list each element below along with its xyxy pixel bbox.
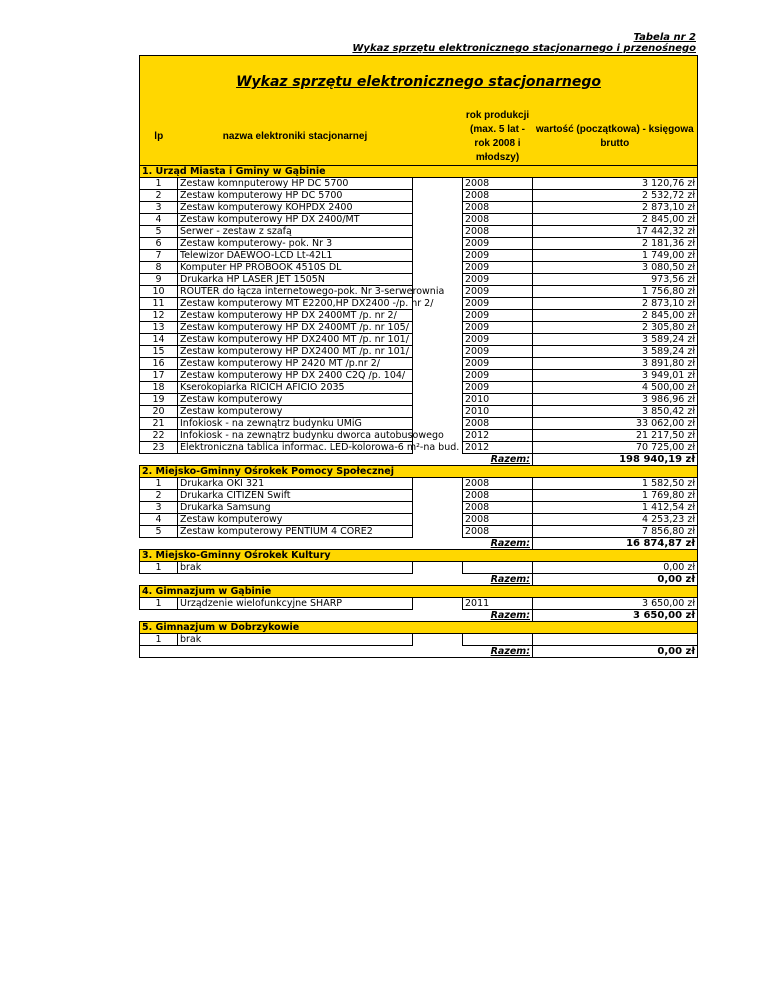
row-value: 2 305,80 zł xyxy=(533,322,698,334)
table-title: Wykaz sprzętu elektronicznego stacjonarnego xyxy=(140,56,698,110)
table-row xyxy=(140,562,698,574)
total-label: Razem: xyxy=(463,646,533,658)
row-year: 2012 xyxy=(463,442,533,454)
row-year: 2008 xyxy=(463,178,533,190)
row-lp: 5 xyxy=(140,526,178,538)
row-lp: 22 xyxy=(140,430,178,442)
table-row xyxy=(140,346,698,358)
row-name: brak xyxy=(178,634,413,646)
row-name: Zestaw komputerowy HP DX 2400MT /p. nr 2/ xyxy=(178,310,413,322)
row-name: Zestaw komputerowy HP DX 2400 C2Q /p. 104/ xyxy=(178,370,413,382)
row-year: 2008 xyxy=(463,202,533,214)
row-lp: 14 xyxy=(140,334,178,346)
row-year xyxy=(463,562,533,574)
row-year: 2008 xyxy=(463,514,533,526)
table-row xyxy=(140,526,698,538)
total-label: Razem: xyxy=(463,610,533,622)
row-lp: 4 xyxy=(140,214,178,226)
row-lp: 16 xyxy=(140,358,178,370)
row-name: Zestaw komputerowy- pok. Nr 3 xyxy=(178,238,413,250)
row-lp: 20 xyxy=(140,406,178,418)
section-title: 3. Miejsko-Gminny Ośrokek Kultury xyxy=(140,550,463,562)
row-name: Zestaw komputerowy KOHPDX 2400 xyxy=(178,202,413,214)
row-value: 70 725,00 zł xyxy=(533,442,698,454)
row-lp: 4 xyxy=(140,514,178,526)
row-lp: 9 xyxy=(140,274,178,286)
row-year: 2009 xyxy=(463,238,533,250)
row-year: 2008 xyxy=(463,502,533,514)
row-name: Komputer HP PROBOOK 4510S DL xyxy=(178,262,413,274)
total-value: 198 940,19 zł xyxy=(533,454,698,466)
table-row xyxy=(140,598,698,610)
row-name: Drukarka Samsung xyxy=(178,502,413,514)
row-value: 7 856,80 zł xyxy=(533,526,698,538)
table-row xyxy=(140,502,698,514)
row-year: 2008 xyxy=(463,526,533,538)
row-name: Infokiosk - na zewnątrz budynku dworca autobusowego xyxy=(178,430,413,442)
section-header xyxy=(140,466,698,478)
row-year: 2009 xyxy=(463,334,533,346)
table-row xyxy=(140,442,698,454)
row-year xyxy=(463,634,533,646)
row-lp: 1 xyxy=(140,634,178,646)
row-year: 2008 xyxy=(463,190,533,202)
row-value: 3 891,80 zł xyxy=(533,358,698,370)
row-lp: 3 xyxy=(140,202,178,214)
row-lp: 7 xyxy=(140,250,178,262)
column-header-lp: lp xyxy=(140,109,178,166)
document-label: Tabela nr 2 xyxy=(633,32,696,43)
row-lp: 23 xyxy=(140,442,178,454)
section-title: 4. Gimnazjum w Gąbinie xyxy=(140,586,463,598)
table-row xyxy=(140,250,698,262)
row-year: 2009 xyxy=(463,322,533,334)
table-row xyxy=(140,286,698,298)
row-lp: 11 xyxy=(140,298,178,310)
row-year: 2008 xyxy=(463,490,533,502)
row-lp: 17 xyxy=(140,370,178,382)
row-name: Zestaw komputerowy HP 2420 MT /p.nr 2/ xyxy=(178,358,413,370)
row-name: Zestaw komputerowy HP DX 2400/MT xyxy=(178,214,413,226)
row-name: Zestaw komputerowy PENTIUM 4 CORE2 xyxy=(178,526,413,538)
row-year: 2008 xyxy=(463,226,533,238)
section-total-row xyxy=(140,538,698,550)
column-header-value: wartość (początkowa) - księgowa brutto xyxy=(533,109,698,166)
row-lp: 1 xyxy=(140,562,178,574)
row-value: 33 062,00 zł xyxy=(533,418,698,430)
row-lp: 8 xyxy=(140,262,178,274)
row-value: 3 080,50 zł xyxy=(533,262,698,274)
row-year: 2009 xyxy=(463,274,533,286)
column-header-name: nazwa elektroniki stacjonarnej xyxy=(178,109,413,166)
table-row xyxy=(140,490,698,502)
row-value: 0,00 zł xyxy=(533,562,698,574)
row-value: 4 253,23 zł xyxy=(533,514,698,526)
section-header xyxy=(140,586,698,598)
table-row xyxy=(140,226,698,238)
total-value: 0,00 zł xyxy=(533,646,698,658)
table-row xyxy=(140,322,698,334)
row-value: 1 756,80 zł xyxy=(533,286,698,298)
row-name: Zestaw komputerowy HP DX2400 MT /p. nr 101/ xyxy=(178,346,413,358)
table-row xyxy=(140,418,698,430)
row-value: 2 873,10 zł xyxy=(533,202,698,214)
row-year: 2009 xyxy=(463,346,533,358)
table-row xyxy=(140,238,698,250)
table-row xyxy=(140,334,698,346)
table-row xyxy=(140,190,698,202)
section-header xyxy=(140,166,698,178)
row-name: Zestaw komputerowy HP DX2400 MT /p. nr 101/ xyxy=(178,334,413,346)
row-name: Telewizor DAEWOO-LCD Lt-42L1 xyxy=(178,250,413,262)
row-lp: 6 xyxy=(140,238,178,250)
row-year: 2011 xyxy=(463,598,533,610)
row-name: Zestaw komputerowy xyxy=(178,514,413,526)
row-value: 1 769,80 zł xyxy=(533,490,698,502)
row-year: 2009 xyxy=(463,358,533,370)
row-year: 2009 xyxy=(463,286,533,298)
section-title: 1. Urząd Miasta i Gminy w Gąbinie xyxy=(140,166,463,178)
row-year: 2009 xyxy=(463,262,533,274)
row-name: Zestaw komputerowy HP DX 2400MT /p. nr 105/ xyxy=(178,322,413,334)
table-row xyxy=(140,634,698,646)
row-lp: 18 xyxy=(140,382,178,394)
row-lp: 1 xyxy=(140,478,178,490)
row-lp: 1 xyxy=(140,178,178,190)
row-year: 2009 xyxy=(463,310,533,322)
table-row xyxy=(140,370,698,382)
row-year: 2012 xyxy=(463,430,533,442)
row-value: 2 532,72 zł xyxy=(533,190,698,202)
row-year: 2008 xyxy=(463,214,533,226)
table-row xyxy=(140,430,698,442)
row-value: 2 845,00 zł xyxy=(533,214,698,226)
row-value: 3 986,96 zł xyxy=(533,394,698,406)
section-total-row xyxy=(140,646,698,658)
row-value: 3 589,24 zł xyxy=(533,346,698,358)
row-name: brak xyxy=(178,562,413,574)
row-name: Elektroniczna tablica informac. LED-kolorowa-6 m²-na bud. xyxy=(178,442,413,454)
row-value: 1 582,50 zł xyxy=(533,478,698,490)
row-year: 2010 xyxy=(463,394,533,406)
row-lp: 5 xyxy=(140,226,178,238)
row-year: 2009 xyxy=(463,250,533,262)
row-value: 4 500,00 zł xyxy=(533,382,698,394)
row-lp: 10 xyxy=(140,286,178,298)
row-lp: 15 xyxy=(140,346,178,358)
row-name: Drukarka HP LASER JET 1505N xyxy=(178,274,413,286)
table-row xyxy=(140,382,698,394)
row-lp: 3 xyxy=(140,502,178,514)
table-row xyxy=(140,214,698,226)
row-name: Zestaw komnputerowy HP DC 5700 xyxy=(178,178,413,190)
row-name: Drukarka OKI 321 xyxy=(178,478,413,490)
row-value: 3 949,01 zł xyxy=(533,370,698,382)
section-title: 2. Miejsko-Gminny Ośrokek Pomocy Społecznej xyxy=(140,466,463,478)
total-label: Razem: xyxy=(463,538,533,550)
row-value: 1 412,54 zł xyxy=(533,502,698,514)
row-name: Kserokopiarka RICICH AFICIO 2035 xyxy=(178,382,413,394)
total-value: 3 650,00 zł xyxy=(533,610,698,622)
row-name: Drukarka CITIZEN Swift xyxy=(178,490,413,502)
row-value: 2 181,36 zł xyxy=(533,238,698,250)
table-row xyxy=(140,298,698,310)
row-year: 2009 xyxy=(463,382,533,394)
row-name: Zestaw komputerowy HP DC 5700 xyxy=(178,190,413,202)
total-value: 16 874,87 zł xyxy=(533,538,698,550)
row-value: 3 589,24 zł xyxy=(533,334,698,346)
table-row xyxy=(140,262,698,274)
row-value: 2 873,10 zł xyxy=(533,298,698,310)
row-name: Zestaw komputerowy MT E2200,HP DX2400 -/p. nr 2/ xyxy=(178,298,413,310)
section-total-row xyxy=(140,454,698,466)
row-year: 2009 xyxy=(463,370,533,382)
row-year: 2008 xyxy=(463,478,533,490)
row-name: ROUTER do łącza internetowego-pok. Nr 3-serwerownia xyxy=(178,286,413,298)
table-row xyxy=(140,406,698,418)
row-value: 2 845,00 zł xyxy=(533,310,698,322)
column-header-year: rok produkcji (max. 5 lat - rok 2008 i młodszy) xyxy=(463,109,533,166)
table-row xyxy=(140,478,698,490)
table-row xyxy=(140,178,698,190)
row-value: 1 749,00 zł xyxy=(533,250,698,262)
table-row xyxy=(140,514,698,526)
row-value xyxy=(533,634,698,646)
document-subtitle: Wykaz sprzętu elektronicznego stacjonarnego i przenośnego xyxy=(352,43,696,54)
section-total-row xyxy=(140,610,698,622)
row-value: 17 442,32 zł xyxy=(533,226,698,238)
total-label: Razem: xyxy=(463,574,533,586)
section-header xyxy=(140,622,698,634)
section-total-row xyxy=(140,574,698,586)
row-name: Zestaw komputerowy xyxy=(178,394,413,406)
row-value: 973,56 zł xyxy=(533,274,698,286)
table-row xyxy=(140,310,698,322)
row-lp: 2 xyxy=(140,490,178,502)
row-value: 3 850,42 zł xyxy=(533,406,698,418)
row-lp: 2 xyxy=(140,190,178,202)
total-value: 0,00 zł xyxy=(533,574,698,586)
row-lp: 1 xyxy=(140,598,178,610)
row-value: 3 120,76 zł xyxy=(533,178,698,190)
row-name: Infokiosk - na zewnątrz budynku UMiG xyxy=(178,418,413,430)
equipment-table xyxy=(139,55,698,658)
row-name: Zestaw komputerowy xyxy=(178,406,413,418)
table-row xyxy=(140,202,698,214)
row-year: 2008 xyxy=(463,418,533,430)
row-name: Serwer - zestaw z szafą xyxy=(178,226,413,238)
section-header xyxy=(140,550,698,562)
table-row xyxy=(140,358,698,370)
row-name: Urządzenie wielofunkcyjne SHARP xyxy=(178,598,413,610)
row-lp: 13 xyxy=(140,322,178,334)
row-lp: 21 xyxy=(140,418,178,430)
row-year: 2009 xyxy=(463,298,533,310)
total-label: Razem: xyxy=(463,454,533,466)
section-title: 5. Gimnazjum w Dobrzykowie xyxy=(140,622,463,634)
row-lp: 19 xyxy=(140,394,178,406)
row-lp: 12 xyxy=(140,310,178,322)
row-value: 3 650,00 zł xyxy=(533,598,698,610)
table-row xyxy=(140,274,698,286)
table-row xyxy=(140,394,698,406)
row-year: 2010 xyxy=(463,406,533,418)
row-value: 21 217,50 zł xyxy=(533,430,698,442)
